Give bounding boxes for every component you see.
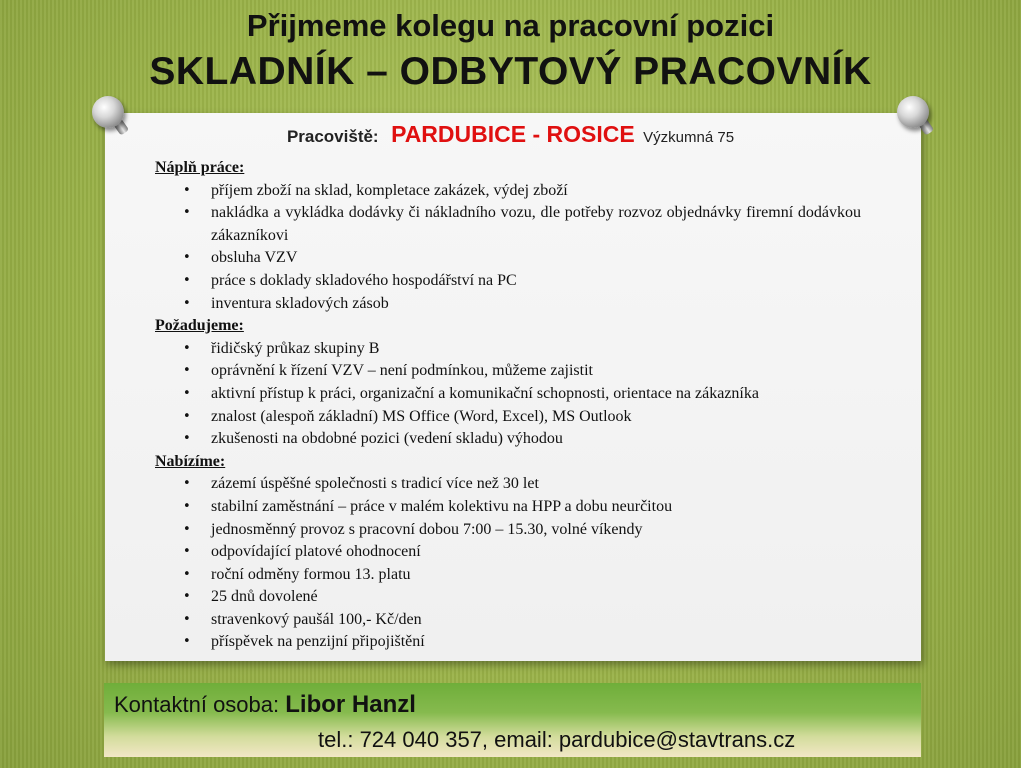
headline-job-title: SKLADNÍK – ODBYTOVÝ PRACOVNÍK <box>149 50 872 93</box>
list-item: • příjem zboží na sklad, kompletace zakázek, výdej zboží <box>155 180 861 203</box>
list-item: • obsluha VZV <box>155 247 861 270</box>
workplace-address: Výzkumná 75 <box>643 129 735 146</box>
contact-person-line <box>114 691 416 719</box>
section-title-duties: Náplň práce: <box>155 159 245 176</box>
list-item: • 25 dnů dovolené <box>155 586 861 609</box>
workplace-city: PARDUBICE - ROSICE <box>391 121 635 147</box>
offer-list <box>155 473 861 654</box>
list-item: • stabilní zaměstnání – práce v malém kolektivu na HPP a dobu neurčitou <box>155 496 861 519</box>
list-item: • zkušenosti na obdobné pozici (vedení skladu) výhodou <box>155 428 861 451</box>
list-item: • příspěvek na penzijní připojištění <box>155 631 861 654</box>
list-item: • roční odměny formou 13. platu <box>155 564 861 587</box>
list-item: • řidičský průkaz skupiny B <box>155 338 861 361</box>
contact-box <box>104 683 921 757</box>
contact-details: tel.: 724 040 357, email: pardubice@stavtrans.cz <box>318 727 796 752</box>
list-item: • jednosměnný provoz s pracovní dobou 7:00 – 15.30, volné víkendy <box>155 519 861 542</box>
job-description <box>155 157 861 654</box>
list-item: • oprávnění k řízení VZV – není podmínkou, můžeme zajistit <box>155 360 861 383</box>
contact-label: Kontaktní osoba: <box>114 692 280 717</box>
workplace-line <box>0 121 1021 148</box>
requirements-list <box>155 338 861 451</box>
list-item: • zázemí úspěšné společnosti s tradicí více než 30 let <box>155 473 861 496</box>
section-title-offer: Nabízíme: <box>155 452 226 470</box>
headline-line-1: Přijmeme kolegu na pracovní pozici <box>246 8 775 43</box>
list-item: • aktivní přístup k práci, organizační a komunikační schopnosti, orientace na zákazníka <box>155 383 861 406</box>
list-item: • odpovídající platové ohodnocení <box>155 541 861 564</box>
contact-name: Libor Hanzl <box>285 691 416 718</box>
list-item: • znalost (alespoň základní) MS Office (Word, Excel), MS Outlook <box>155 406 861 429</box>
list-item: • inventura skladových zásob <box>155 293 861 316</box>
list-item: • nakládka a vykládka dodávky či nákladního vozu, dle potřeby rozvoz objednávky firemní dodávkou zákazníkovi <box>155 202 861 247</box>
duties-list <box>155 180 861 316</box>
section-title-requirements: Požadujeme: <box>155 317 244 335</box>
list-item: • práce s doklady skladového hospodářství na PC <box>155 270 861 293</box>
list-item: • stravenkový paušál 100,- Kč/den <box>155 609 861 632</box>
workplace-label: Pracoviště: <box>286 127 379 146</box>
